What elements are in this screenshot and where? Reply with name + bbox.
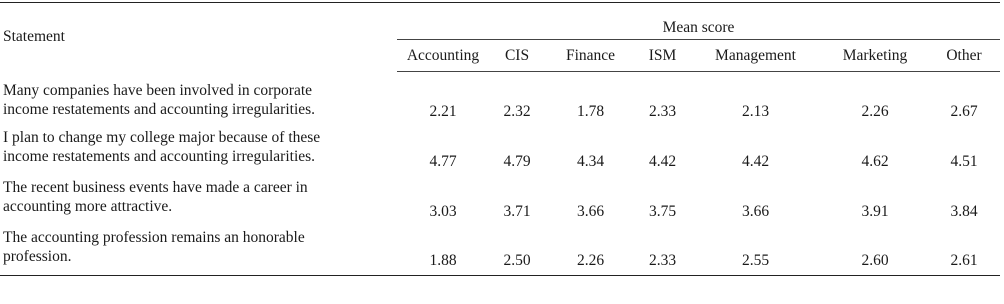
column-header-management: Management [689,40,822,72]
value-cell: 1.88 [429,252,457,269]
value-cell: 4.77 [429,152,457,170]
statement-header: Statement [3,28,65,46]
mean-score-table [0,2,1000,276]
value-cell: 4.34 [576,152,605,170]
mean-score-header: Mean score [397,3,1000,40]
value-cell: 4.42 [741,152,770,170]
value-cell: 2.32 [503,102,531,120]
value-cell: 2.33 [648,252,677,269]
table-row [0,222,1000,276]
value-cell: 2.50 [503,252,531,269]
value-cell: 3.84 [950,202,978,220]
value-cell: 2.21 [429,102,457,120]
value-cell: 3.91 [861,202,889,220]
table-row [0,72,1000,122]
value-cell: 2.26 [576,252,605,269]
value-cell: 2.26 [861,102,889,120]
value-cell: 4.79 [503,152,531,170]
column-header-ism: ISM [636,40,689,72]
value-cell: 2.55 [741,252,770,269]
column-header-accounting: Accounting [397,40,489,72]
value-cell: 3.66 [576,202,605,220]
statement-line: income restatements and accounting irregularities. [3,147,316,165]
column-header-finance: Finance [545,40,636,72]
statement-line: income restatements and accounting irregularities. [3,100,316,118]
value-cell: 2.33 [648,102,677,120]
statement-cell [0,172,397,222]
column-header-cis: CIS [489,40,545,72]
value-cell: 2.60 [861,252,889,269]
table-row [0,172,1000,222]
value-cell: 4.62 [861,152,889,170]
statement-line: Many companies have been involved in corporate [3,81,313,99]
statement-line: I plan to change my college major because of these [3,128,321,146]
statement-cell [0,222,397,276]
column-header-other: Other [928,40,1000,72]
statement-line: profession. [3,247,72,265]
value-cell: 2.13 [741,102,770,120]
value-cell: 1.78 [576,102,605,120]
statement-cell [0,122,397,172]
statement-cell [0,72,397,122]
column-header-marketing: Marketing [822,40,928,72]
statement-line: The accounting profession remains an honorable [3,228,305,246]
value-cell: 3.75 [648,202,677,220]
value-cell: 4.51 [950,152,978,170]
value-cell: 3.66 [741,202,770,220]
value-cell: 3.03 [429,202,457,220]
statement-line: accounting more attractive. [3,197,173,215]
statement-line: The recent business events have made a career in [3,178,308,196]
header-row-group [0,3,1000,40]
value-cell: 3.71 [503,202,531,220]
value-cell: 2.61 [950,252,978,269]
value-cell: 2.67 [950,102,978,120]
table-row [0,122,1000,172]
value-cell: 4.42 [648,152,677,170]
